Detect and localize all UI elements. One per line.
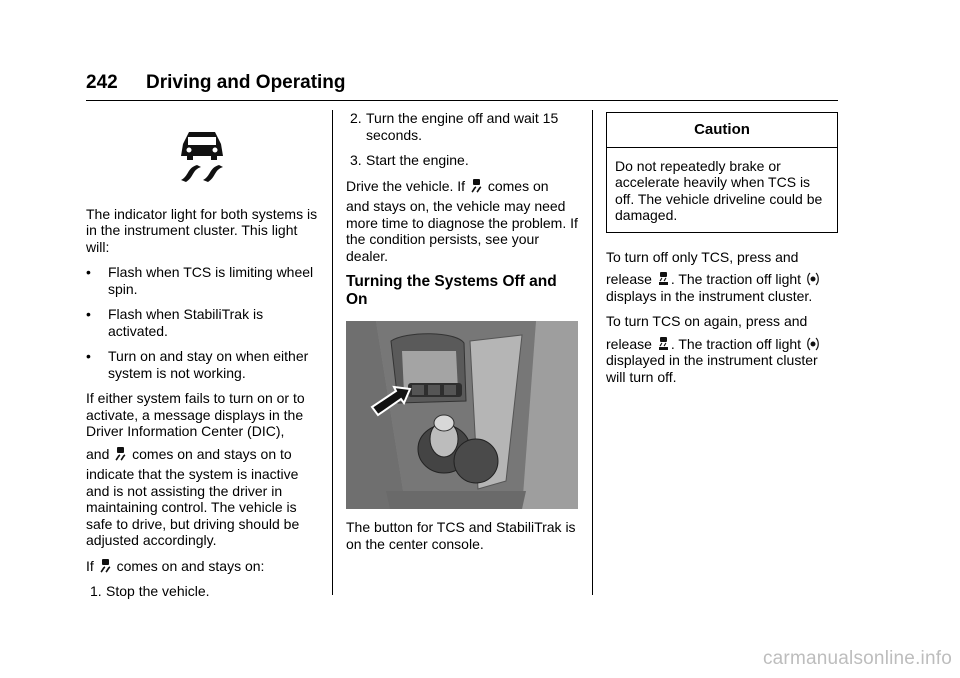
step-item: 2. Turn the engine off and wait 15 seconds. (350, 110, 559, 143)
column-1 (86, 128, 318, 609)
section-heading: Turning the Systems Off and On (346, 273, 557, 308)
bullet-mark: • (86, 348, 91, 364)
caution-box (606, 112, 838, 233)
column-3 (606, 112, 838, 394)
stays-on-paragraph: If comes on and stays on: (86, 557, 265, 574)
column-divider-1 (332, 110, 333, 595)
drive-paragraph-cont: and stays on, the vehicle may need more time to diagnose the problem. If the condition persists, see your dealer. (346, 198, 578, 264)
traction-off-light-icon (807, 337, 819, 351)
tcs-off-paragraph: To turn off only TCS, press and release . The traction off light displays in the instrument cluster. (606, 249, 838, 305)
bullet-mark: • (86, 264, 91, 280)
photo-caption: The button for TCS and StabiliTrak is on the center console. (346, 519, 576, 552)
traction-control-icon (100, 559, 111, 573)
traction-control-icon (115, 447, 126, 461)
drive-paragraph: Drive the vehicle. If comes on (346, 177, 549, 194)
failure-paragraph-end: indicate that the system is inactive and is not assisting the driver in maintaining control. The vehicle is safe to drive, but driving should be adjusted accordingly. (86, 466, 300, 548)
list-item: • Turn on and stay on when either system is not working. (86, 348, 309, 381)
traction-control-indicator-icon (177, 128, 227, 184)
failure-paragraph: If either system fails to turn on or to activate, a message displays in the Driver Information Center (DIC), (86, 390, 305, 439)
page-number: 242 (86, 72, 118, 93)
step-item: 3. Start the engine. (350, 152, 469, 168)
page-title: Driving and Operating (146, 72, 346, 93)
bullet-mark: • (86, 306, 91, 322)
tcs-on-paragraph: To turn TCS on again, press and release . The traction off light displayed in the instrument cluster will turn off. (606, 313, 818, 385)
watermark: carmanualsonline.info (762, 648, 952, 669)
caution-text: Do not repeatedly brake or accelerate heavily when TCS is off. The vehicle driveline could be damaged. (615, 157, 823, 223)
list-item: • Flash when StabiliTrak is activated. (86, 306, 264, 339)
traction-control-icon (471, 179, 482, 193)
caution-title: Caution (607, 113, 837, 148)
traction-off-button-icon (658, 272, 669, 286)
traction-off-button-icon (658, 337, 669, 351)
column-2 (346, 110, 578, 561)
failure-paragraph-cont: and comes on and stays on to (86, 445, 292, 462)
column-divider-2 (592, 110, 593, 595)
center-console-photo (346, 321, 578, 509)
traction-off-light-icon (807, 272, 819, 286)
page-header (86, 70, 838, 101)
list-item: • Flash when TCS is limiting wheel spin. (86, 264, 314, 297)
intro-paragraph: The indicator light for both systems is in the instrument cluster. This light will: (86, 205, 318, 255)
step-item: 1. Stop the vehicle. (90, 583, 210, 599)
